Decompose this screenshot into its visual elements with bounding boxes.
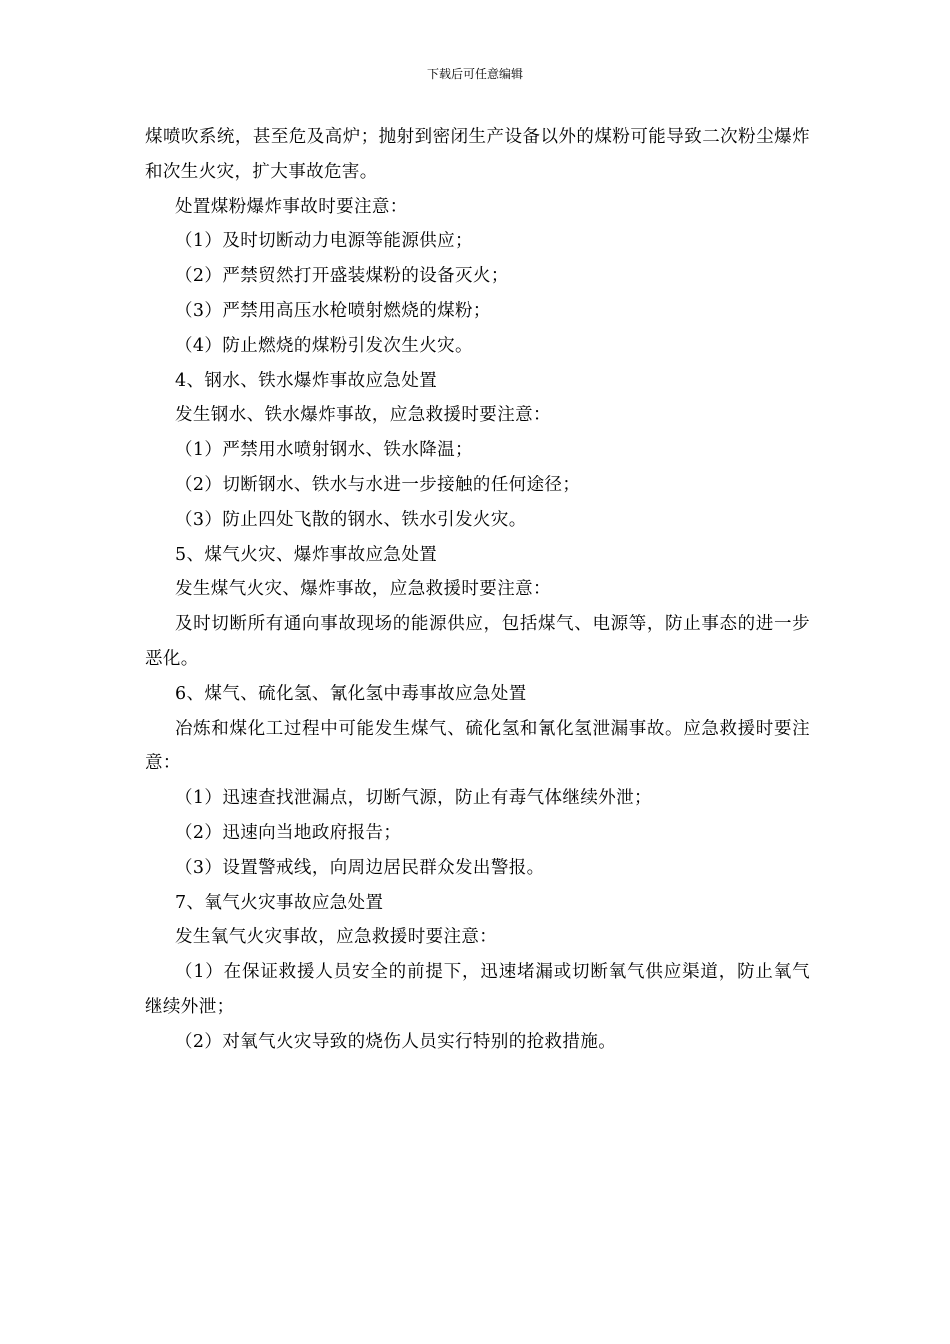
list-item: （4）防止燃烧的煤粉引发次生火灾。	[175, 335, 473, 356]
paragraph: 及时切断所有通向事故现场的能源供应，包括煤气、电源等，防止事态的进一步恶化。	[145, 614, 810, 669]
paragraph: 煤喷吹系统，甚至危及高炉；抛射到密闭生产设备以外的煤粉可能导致二次粉尘爆炸和次生火灾，扩大事故危害。	[145, 127, 810, 182]
page-header: 下载后可任意编辑	[426, 67, 523, 81]
list-item: （3）设置警戒线，向周边居民群众发出警报。	[175, 857, 545, 878]
document-body	[145, 120, 810, 1060]
list-item: （1）及时切断动力电源等能源供应；	[175, 231, 473, 252]
section-heading: 6、煤气、硫化氢、氰化氢中毒事故应急处置	[175, 683, 527, 704]
list-item: （3）严禁用高压水枪喷射燃烧的煤粉；	[175, 300, 491, 321]
list-item: （2）严禁贸然打开盛装煤粉的设备灭火；	[175, 266, 509, 287]
list-item: （1）在保证救援人员安全的前提下，迅速堵漏或切断氧气供应渠道，防止氧气继续外泄；	[145, 962, 810, 1017]
paragraph: 发生钢水、铁水爆炸事故，应急救援时要注意：	[175, 405, 551, 426]
list-item: （2）对氧气火灾导致的烧伤人员实行特别的抢救措施。	[175, 1031, 617, 1052]
list-item: （3）防止四处飞散的钢水、铁水引发火灾。	[175, 509, 527, 530]
list-item: （1）严禁用水喷射钢水、铁水降温；	[175, 440, 473, 461]
paragraph: 处置煤粉爆炸事故时要注意：	[175, 196, 408, 217]
section-heading: 4、钢水、铁水爆炸事故应急处置	[175, 370, 438, 391]
list-item: （1）迅速查找泄漏点，切断气源，防止有毒气体继续外泄；	[175, 788, 652, 809]
paragraph: 发生煤气火灾、爆炸事故，应急救援时要注意：	[175, 579, 551, 600]
section-heading: 5、煤气火灾、爆炸事故应急处置	[175, 544, 438, 565]
paragraph: 发生氧气火灾事故，应急救援时要注意：	[175, 927, 498, 948]
section-heading: 7、氧气火灾事故应急处置	[175, 892, 384, 913]
paragraph: 冶炼和煤化工过程中可能发生煤气、硫化氢和氰化氢泄漏事故。应急救援时要注意：	[145, 718, 810, 774]
list-item: （2）切断钢水、铁水与水进一步接触的任何途径；	[175, 474, 581, 495]
list-item: （2）迅速向当地政府报告；	[175, 822, 402, 843]
